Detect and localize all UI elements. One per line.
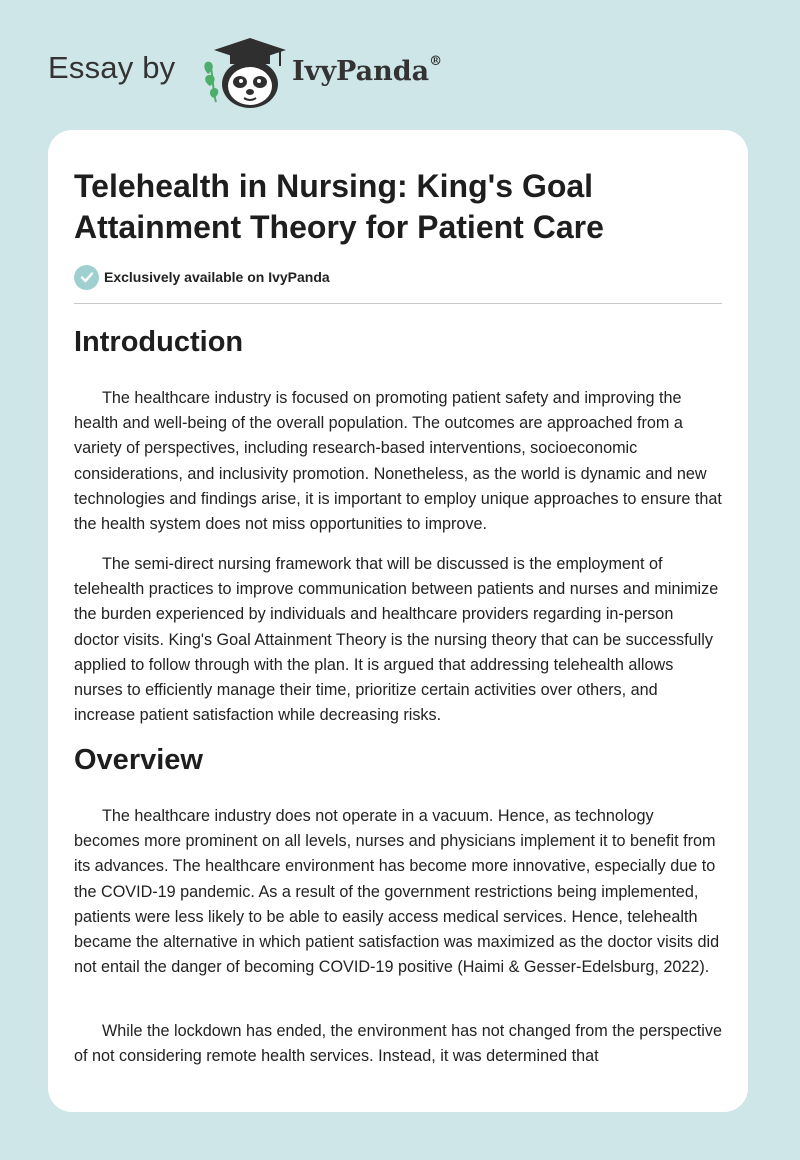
article-card [48, 130, 748, 1112]
brand-name[interactable] [292, 56, 442, 87]
exclusive-badge-text: Exclusively available on IvyPanda [104, 269, 330, 285]
exclusive-badge [74, 264, 330, 290]
section-heading-introduction: Introduction [74, 326, 244, 358]
check-icon [74, 265, 99, 290]
brand-text: IvyPanda [292, 56, 430, 87]
site-header [0, 0, 800, 130]
overview-paragraph-2: While the lockdown has ended, the environment has not changed from the perspective of not considering remote health services. Instead, it was determined that [74, 1022, 722, 1066]
article-title: Telehealth in Nursing: King's Goal Attainment Theory for Patient Care [74, 168, 604, 245]
section-heading-overview: Overview [74, 744, 203, 776]
divider [74, 303, 722, 304]
registered-mark: ® [429, 54, 443, 69]
ivypanda-logo-icon[interactable] [200, 34, 288, 110]
intro-paragraph-1: The healthcare industry is focused on promoting patient safety and improving the health and well-being of the overall population. The outcomes are approached from a variety of perspectives, including research-based interventions, socioeconomic considerations, and inclusivity promotion. Nonetheless, as the world is dynamic and new technologies and findings arise, it is important to employ unique approaches to ensure that the health system does not miss opportunities to improve. [74, 389, 722, 534]
overview-paragraph-1: The healthcare industry does not operate in a vacuum. Hence, as technology becomes more prominent on all levels, nurses and physicians implement it to benefit from its advances. The healthcare environment has become more innovative, especially due to the COVID-19 pandemic. As a result of the government restrictions being implemented, patients were less likely to be able to easily access medical services. Hence, telehealth became the alternative in which patient satisfaction was maximized as the doctor visits did not entail the danger of becoming COVID-19 positive (Haimi & Gesser-Edelsburg, 2022). [74, 807, 720, 977]
essay-by-label: Essay by [48, 50, 176, 85]
intro-paragraph-2: The semi-direct nursing framework that will be discussed is the employment of telehealth practices to improve communication between patients and nurses and minimize the burden experienced by individuals and healthcare providers regarding in-person doctor visits. King's Goal Attainment Theory is the nursing theory that can be successfully applied to follow through with the plan. It is argued that addressing telehealth allows nurses to efficiently manage their time, prioritize certain activities over others, and increase patient satisfaction while decreasing risks. [74, 555, 719, 725]
